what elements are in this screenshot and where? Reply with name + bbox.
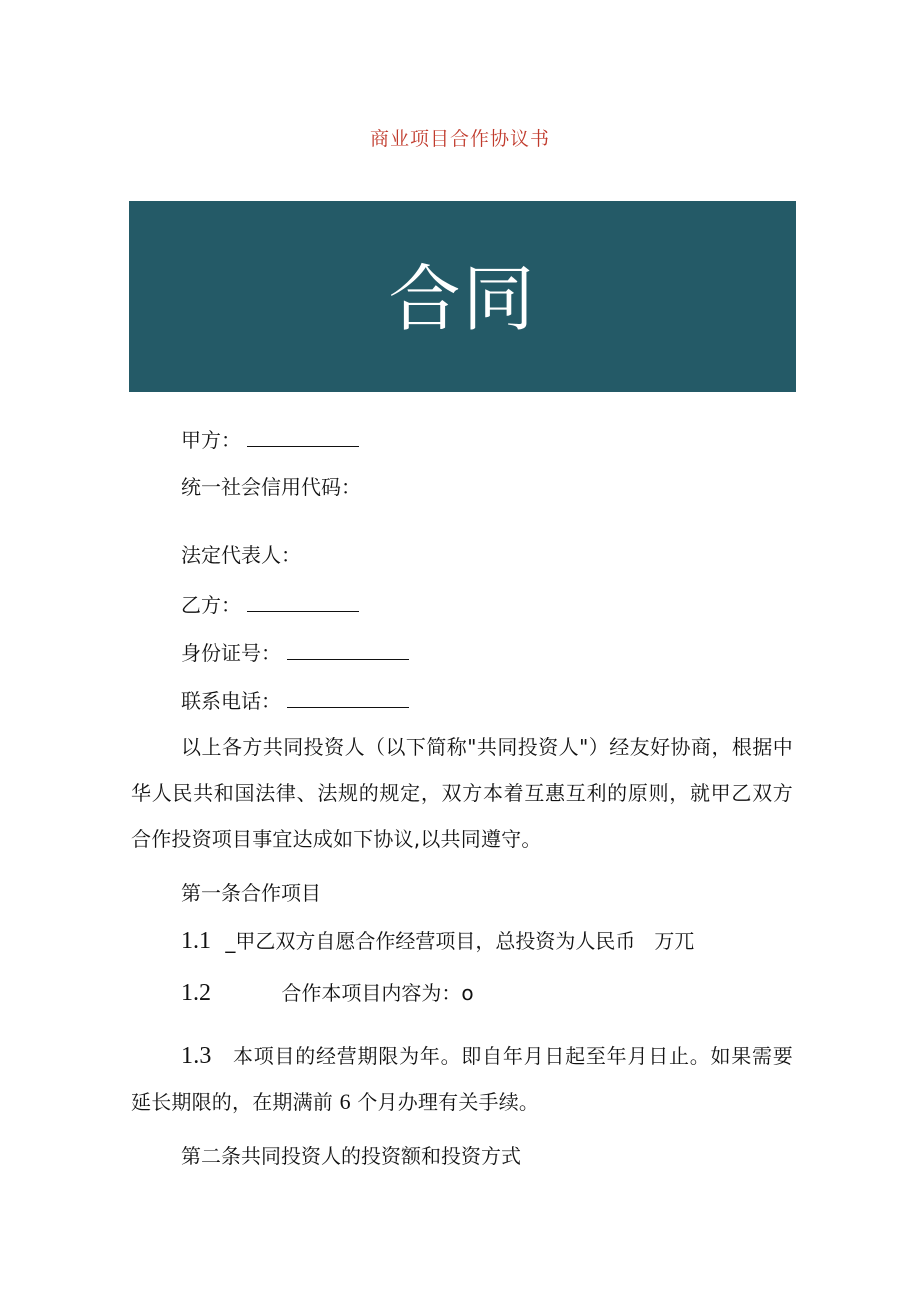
clause-1-3 (131, 1033, 793, 1125)
clause-1-3-digit: 6 (339, 1089, 351, 1114)
phone-blank[interactable] (287, 689, 409, 708)
clause-1-1-text: _甲乙双方自愿合作经营项目，总投资为人民币 万兀 (225, 929, 695, 953)
legal-rep-label: 法定代表人： (181, 543, 301, 567)
party-a-blank[interactable] (247, 428, 359, 447)
clause-1-3-number: 1.3 (181, 1043, 212, 1069)
article-2-title: 第二条共同投资人的投资额和投资方式 (181, 1144, 521, 1168)
phone-line (181, 689, 409, 711)
credit-code-line (181, 477, 361, 497)
clause-1-3-text: 本项目的经营期限为年。即自年月日起至年月日止。如果需要延长期限的，在期满前 (131, 1044, 793, 1114)
clause-1-2-number: 1.2 (181, 980, 211, 1006)
party-a-line (181, 428, 359, 450)
credit-code-label: 统一社会信用代码： (181, 475, 361, 499)
party-b-line (181, 593, 359, 615)
phone-label: 联系电话： (181, 689, 281, 713)
clause-1-3-tail: 个月办理有关手续。 (357, 1090, 540, 1114)
legal-rep-line (181, 545, 301, 565)
clause-1-2-text: 合作本项目内容为：o (281, 981, 474, 1005)
clause-1-1-number: 1.1 (181, 928, 211, 954)
banner-title: 合同 (388, 256, 537, 341)
clause-1-2 (181, 981, 474, 1005)
contract-banner (129, 201, 796, 392)
id-number-label: 身份证号： (181, 641, 281, 665)
id-number-blank[interactable] (287, 641, 409, 660)
party-b-label: 乙方： (181, 593, 241, 617)
clause-1-1 (181, 929, 694, 953)
intro-paragraph: 以上各方共同投资人（以下简称"共同投资人"）经友好协商，根据中华人民共和国法律、法规的规定，双方本着互惠互利的原则，就甲乙双方合作投资项目事宜达成如下协议,以共同遵守。 (131, 735, 793, 851)
id-number-line (181, 641, 409, 663)
party-a-label: 甲方： (181, 428, 241, 452)
article-1-title: 第一条合作项目 (181, 881, 321, 905)
party-b-blank[interactable] (247, 593, 359, 612)
document-title: 商业项目合作协议书 (369, 128, 550, 150)
